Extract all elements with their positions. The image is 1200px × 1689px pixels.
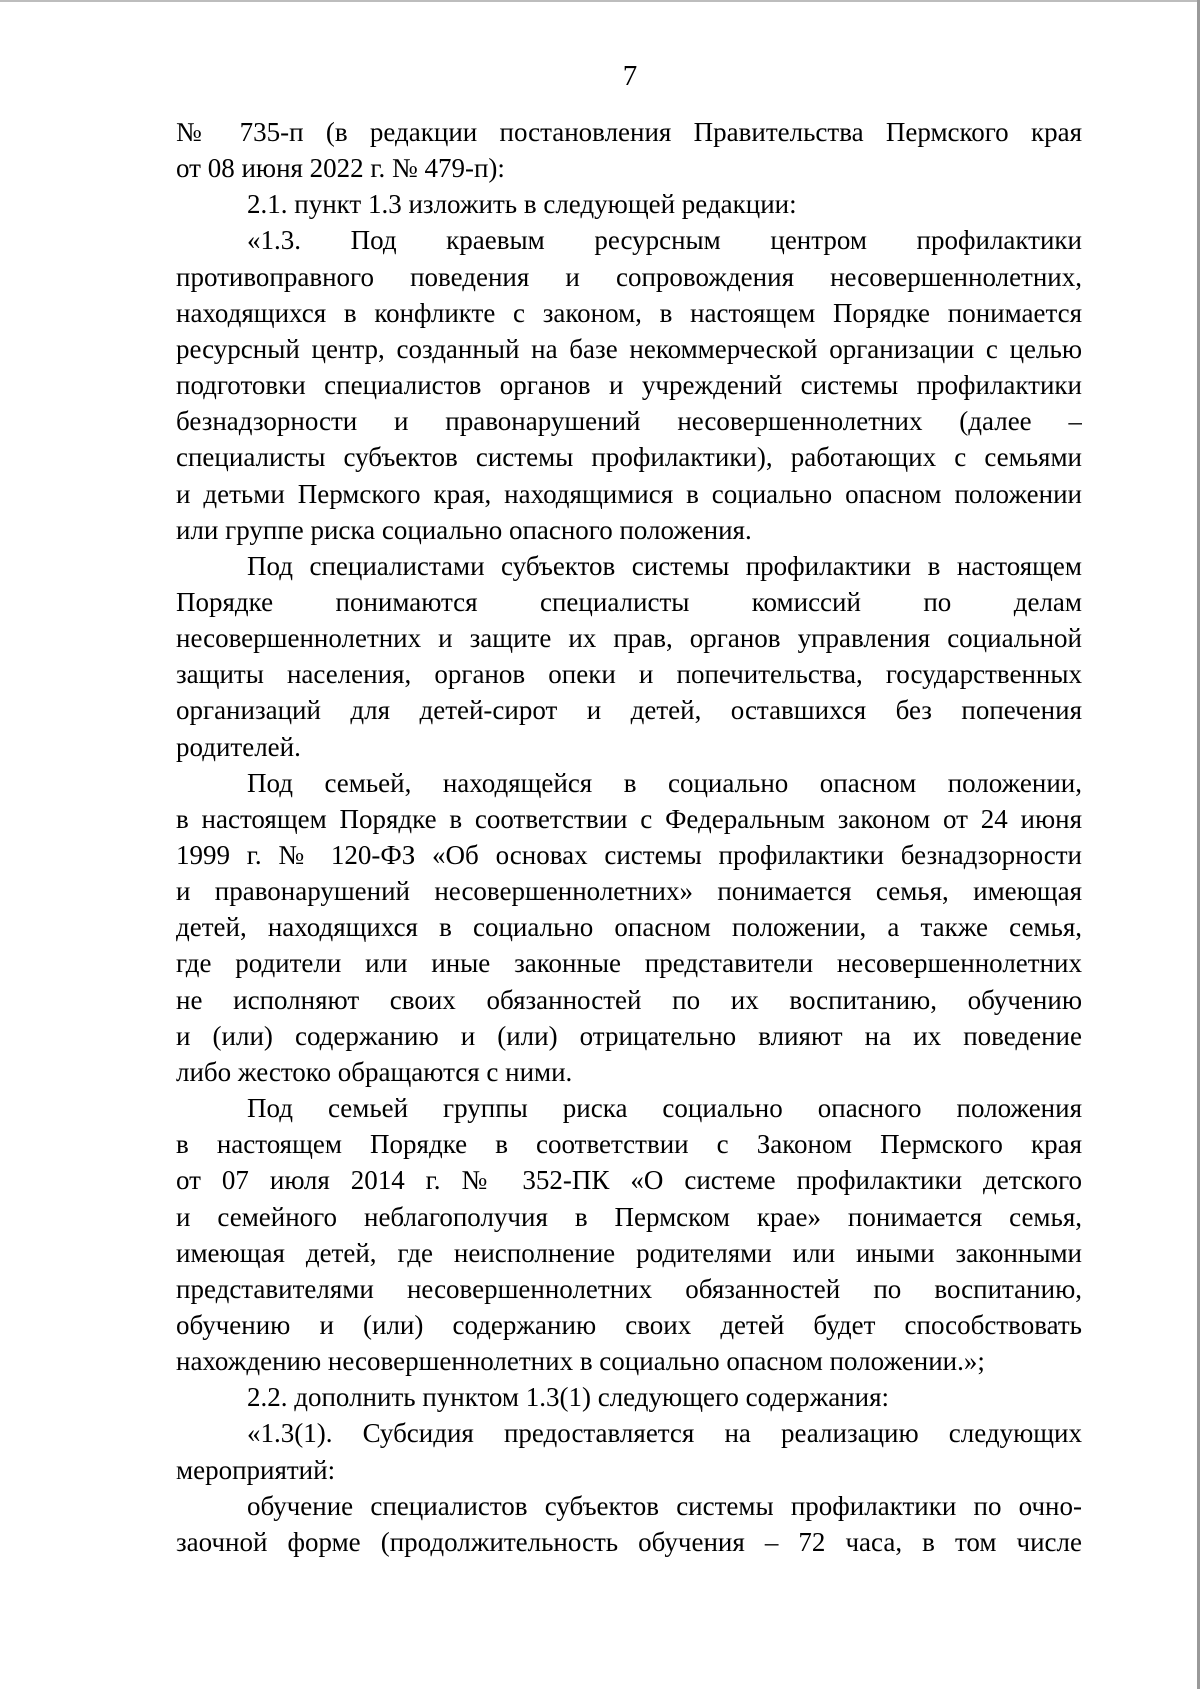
text-line: имеющая детей, где неисполнение родителями или иными законными (176, 1237, 1082, 1268)
text-line: Порядке понимаются специалисты комиссий по делам (176, 586, 1082, 617)
text-line: и детьми Пермского края, находящимися в социально опасном положении (176, 478, 1082, 509)
text-line: детей, находящихся в социально опасном положении, а также семья, (176, 912, 1082, 943)
text-line: организаций для детей-сирот и детей, оставшихся без попечения (176, 695, 1082, 726)
text-line: специалисты субъектов системы профилактики), работающих с семьями (176, 442, 1082, 473)
text-line: родителей. (176, 731, 301, 762)
text-line: № 735-п (в редакции постановления Правительства Пермского края (176, 117, 1082, 147)
text-line: не исполняют своих обязанностей по их воспитанию, обучению (176, 984, 1082, 1015)
text-line: либо жестоко обращаются с ними. (176, 1056, 573, 1087)
page-number: 7 (622, 60, 638, 92)
text-line: где родители или иные законные представители несовершеннолетних (176, 948, 1082, 979)
scan-edge-top (0, 0, 1200, 2)
text-line: 1999 г. № 120-ФЗ «Об основах системы профилактики безнадзорности (176, 840, 1082, 870)
text-line: находящихся в конфликте с законом, в настоящем Порядке понимается (176, 297, 1082, 328)
text-line: заочной форме (продолжительность обучения – 72 часа, в том числе (176, 1526, 1082, 1557)
text-line: обучению и (или) содержанию своих детей будет способствовать (176, 1309, 1082, 1340)
text-line: «1.3(1). Субсидия предоставляется на реализацию следующих (247, 1418, 1082, 1449)
text-line: Под семьей группы риска социально опасного положения (247, 1093, 1082, 1124)
text-line: в настоящем Порядке в соответствии с Законом Пермского края (176, 1129, 1082, 1160)
text-line: в настоящем Порядке в соответствии с Федеральным законом от 24 июня (176, 803, 1082, 834)
text-line: подготовки специалистов органов и учреждений системы профилактики (176, 370, 1082, 401)
text-line: и (или) содержанию и (или) отрицательно влияют на их поведение (176, 1020, 1082, 1051)
text-line: мероприятий: (176, 1454, 336, 1485)
text-line: несовершеннолетних и защите их прав, органов управления социальной (176, 623, 1082, 654)
text-line: Под специалистами субъектов системы профилактики в настоящем (247, 550, 1082, 581)
text-line: от 07 июля 2014 г. № 352-ПК «О системе профилактики детского (176, 1165, 1082, 1196)
text-line: «1.3. Под краевым ресурсным центром профилактики (247, 225, 1082, 256)
text-line: представителями несовершеннолетних обязанностей по воспитанию, (176, 1273, 1082, 1304)
text-line: и правонарушений несовершеннолетних» понимается семья, имеющая (176, 876, 1082, 907)
text-line: противоправного поведения и сопровождения несовершеннолетних, (176, 261, 1082, 292)
text-line: нахождению несовершеннолетних в социально опасном положении.»; (176, 1346, 985, 1377)
text-line: ресурсный центр, созданный на базе некоммерческой организации с целью (176, 333, 1082, 364)
text-line: безнадзорности и правонарушений несовершеннолетних (далее – (176, 406, 1082, 437)
text-line: 2.1. пункт 1.3 изложить в следующей редакции: (247, 189, 797, 220)
text-line: Под семьей, находящейся в социально опасном положении, (247, 767, 1082, 798)
text-line: от 08 июня 2022 г. № 479-п): (176, 153, 505, 184)
text-line: обучение специалистов субъектов системы профилактики по очно- (247, 1490, 1082, 1521)
text-line: или группе риска социально опасного положения. (176, 514, 752, 545)
text-line: и семейного неблагополучия в Пермском крае» понимается семья, (176, 1201, 1082, 1232)
text-line: 2.2. дополнить пунктом 1.3(1) следующего содержания: (247, 1382, 890, 1413)
text-line: защиты населения, органов опеки и попечительства, государственных (176, 659, 1082, 690)
